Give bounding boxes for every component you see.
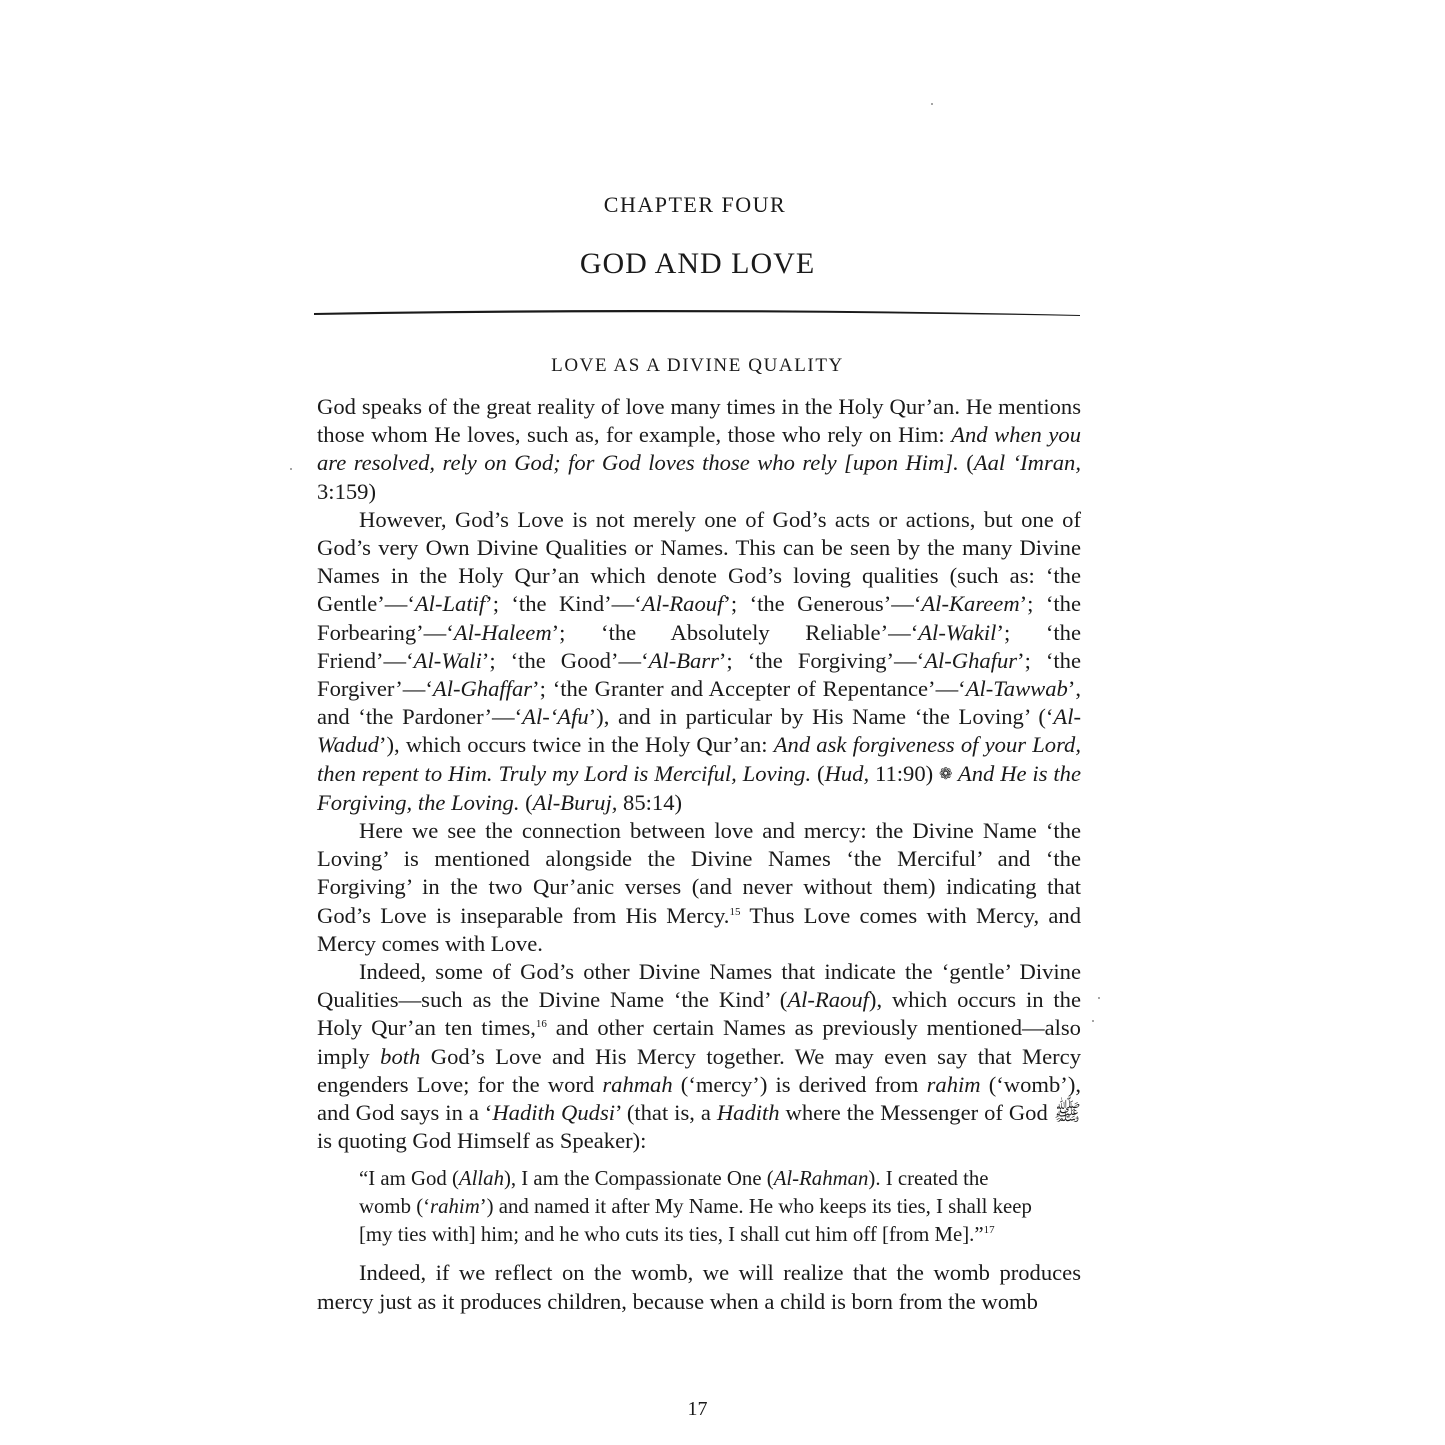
text-run: ’ (that is, a bbox=[615, 1100, 717, 1126]
text-run: Indeed, some of God’s other Divine Names that indicate the ‘gentle’ Divine Qualities—such as the Divine Name ‘the Kind’ ( bbox=[317, 959, 1081, 1013]
text-run: Thus Love comes with Mercy, and Mercy comes with Love. bbox=[317, 902, 1081, 956]
scan-speck bbox=[1098, 997, 1100, 999]
divine-name: Al-‘Afu bbox=[522, 704, 589, 730]
section-title: LOVE AS A DIVINE QUALITY bbox=[551, 355, 844, 376]
arabic-term: Hadith Qudsi bbox=[492, 1100, 616, 1126]
chapter-title: GOD AND LOVE bbox=[579, 247, 816, 280]
text-run: ’), and in particular by His Name ‘the Loving’ (‘ bbox=[588, 704, 1054, 730]
divine-name: Al-Wali bbox=[413, 647, 482, 673]
surah-name: Aal ‘Imran, bbox=[973, 450, 1081, 476]
divine-name: Al-Wakil bbox=[918, 619, 997, 645]
quran-quote: And when you are resolved, rely on God; for God loves those who rely [upon Him]. bbox=[317, 422, 1081, 476]
verse-reference: 85:14) bbox=[617, 789, 683, 815]
text-run: Indeed, if we reflect on the womb, we will realize that the womb produces mercy just as it produces children, because when a child is born from the womb bbox=[317, 1260, 1081, 1314]
text-run: (‘mercy’) is derived from bbox=[672, 1071, 927, 1097]
arabic-term: rahim bbox=[926, 1071, 981, 1097]
surah-name: Al-Buruj, bbox=[532, 789, 618, 815]
text-run: God’s Love and His Mercy together. We may even say that Mercy engenders Love; for the word bbox=[317, 1043, 1082, 1097]
divine-name: Al-Barr bbox=[648, 647, 719, 673]
arabic-term: Allah bbox=[458, 1167, 504, 1191]
chapter-label: CHAPTER FOUR bbox=[603, 192, 787, 217]
hadith-blockquote bbox=[359, 1165, 1035, 1249]
text-run: ). I created the womb (‘ bbox=[359, 1167, 989, 1219]
verse-separator-icon: ❁ bbox=[939, 765, 953, 783]
text-run: ( bbox=[519, 789, 533, 815]
text-run: However, God’s Love is not merely one of God’s acts or actions, but one of God’s very Own Divine Qualities or Names. This can be seen by the many Divine Names in the Holy Qur’an which denote God’s loving qualities (such as: ‘the Gentle’—‘ bbox=[317, 506, 1081, 617]
text-run: and other certain Names as previously mentioned—also imply bbox=[317, 1015, 1081, 1069]
emphasis: both bbox=[380, 1043, 421, 1069]
text-run: ’; ‘the Generous’—‘ bbox=[723, 591, 922, 617]
text-run: ’; ‘the Forgiving’—‘ bbox=[718, 647, 925, 673]
paragraph-1 bbox=[317, 393, 1081, 506]
text-run: (‘womb’), and God says in a ‘ bbox=[317, 1071, 1081, 1126]
text-run: ( bbox=[811, 760, 825, 786]
text-run: Here we see the connection between love and mercy: the Divine Name ‘the Loving’ is mentioned alongside the Divine Names ‘the Merciful’ and ‘the Forgiving’ in the two Qur’anic verses (and never without them) indicating that God’s Love is inseparable from His Mercy. bbox=[317, 818, 1081, 928]
text-run: is quoting God Himself as Speaker): bbox=[317, 1128, 647, 1154]
text-run: where the Messenger of God bbox=[779, 1100, 1054, 1126]
text-run: ’; ‘the Forbearing’—‘ bbox=[317, 591, 1082, 645]
text-run: ’; ‘the Friend’—‘ bbox=[317, 619, 1081, 673]
verse-reference: 3:159) bbox=[317, 478, 376, 504]
text-run: ’, and ‘the Pardoner’—‘ bbox=[317, 676, 1081, 730]
scan-speck bbox=[931, 103, 933, 105]
divine-name: Al-Ghafur bbox=[924, 647, 1018, 673]
text-run: ’; ‘the Forgiver’—‘ bbox=[317, 647, 1081, 702]
footnote-marker: 16 bbox=[535, 1018, 547, 1031]
text-run: ’) and named it after My Name. He who keeps its ties, I shall keep [my ties with] him; and he who cuts its ties, I shall cut him off [from Me].” bbox=[359, 1195, 1032, 1247]
paragraph-5 bbox=[317, 1259, 1081, 1315]
text-run: “I am God ( bbox=[359, 1167, 459, 1191]
text-run: ’), which occurs twice in the Holy Qur’an: bbox=[378, 732, 774, 758]
divine-name: Al-Haleem bbox=[453, 619, 552, 645]
scan-speck bbox=[1092, 1020, 1094, 1022]
honorific-icon: ﷺ bbox=[1053, 1100, 1082, 1126]
divine-name: Al-Raouf bbox=[787, 987, 869, 1013]
scan-speck bbox=[290, 468, 292, 470]
text-run: ), which occurs in the Holy Qur’an ten times, bbox=[317, 987, 1082, 1041]
divine-name: Al-Wadud bbox=[317, 704, 1081, 758]
text-run: ’; ‘the Granter and Accepter of Repentance’—‘ bbox=[532, 676, 966, 702]
text-run: ’; ‘the Absolutely Reliable’—‘ bbox=[551, 619, 919, 645]
arabic-term: rahmah bbox=[602, 1071, 673, 1097]
quran-quote: And ask forgiveness of your Lord, then repent to Him. Truly my Lord is Merciful, Loving. bbox=[317, 732, 1081, 786]
text-run: ( bbox=[958, 450, 974, 476]
verse-reference: 11:90) bbox=[869, 760, 940, 786]
paragraph-2 bbox=[317, 506, 1081, 817]
divine-name: Al-Kareem bbox=[921, 591, 1020, 617]
paragraph-3 bbox=[317, 817, 1081, 958]
text-run: ’; ‘the Kind’—‘ bbox=[485, 591, 642, 617]
divine-name: Al-Latif bbox=[414, 591, 486, 617]
divine-name: Al-Raouf bbox=[641, 591, 724, 617]
chapter-divider-rule bbox=[314, 300, 1080, 320]
paragraph-4 bbox=[317, 958, 1081, 1155]
arabic-term: Hadith bbox=[716, 1100, 780, 1126]
text-run: ), I am the Compassionate One ( bbox=[503, 1167, 774, 1191]
body-text bbox=[317, 393, 1081, 1316]
quran-quote: And He is the Forgiving, the Loving. bbox=[317, 760, 1081, 815]
arabic-term: rahim bbox=[430, 1195, 480, 1219]
text-run: God speaks of the great reality of love many times in the Holy Qur’an. He mentions those whom He loves, such as, for example, those who rely on Him: bbox=[317, 394, 1081, 448]
text-run: ’; ‘the Good’—‘ bbox=[481, 647, 649, 673]
page-number: 17 bbox=[687, 1398, 708, 1420]
surah-name: Hud, bbox=[824, 760, 870, 786]
divine-name: Al-Tawwab bbox=[965, 676, 1068, 702]
divine-name: Al-Ghaffar bbox=[432, 676, 533, 702]
footnote-marker: 17 bbox=[983, 1224, 995, 1237]
divine-name: Al-Rahman bbox=[773, 1167, 869, 1191]
footnote-marker: 15 bbox=[729, 905, 741, 918]
